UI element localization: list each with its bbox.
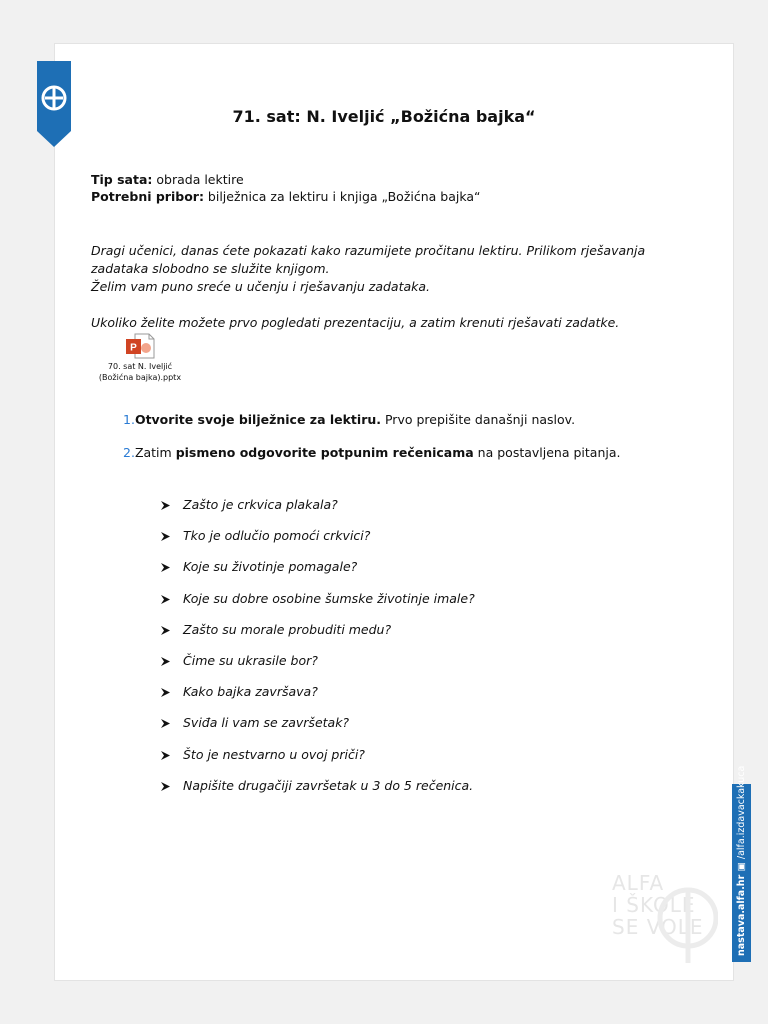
intro-paragraph bbox=[91, 242, 645, 296]
powerpoint-icon bbox=[125, 333, 155, 359]
task-number: 2. bbox=[123, 445, 135, 460]
supplies-value: bilježnica za lektiru i knjiga „Božićna bajka“ bbox=[203, 189, 481, 204]
question-text: Čime su ukrasile bor? bbox=[183, 652, 318, 668]
question-text: Koje su dobre osobine šumske životinje imale? bbox=[183, 590, 475, 606]
question-text: Što je nestvarno u ovoj priči? bbox=[183, 746, 365, 762]
page-title: 71. sat: N. Iveljić „Božićna bajka“ bbox=[232, 107, 536, 126]
intro-line: Želim vam puno sreće u učenju i rješavanju zadataka. bbox=[91, 279, 431, 294]
pptx-attachment[interactable] bbox=[93, 333, 187, 383]
arrow-bullet-icon bbox=[160, 781, 171, 792]
facebook-link[interactable]: /alfa.izdavackakuca bbox=[736, 765, 747, 860]
task-rest: Prvo prepišite današnji naslov. bbox=[381, 412, 576, 427]
task-2 bbox=[123, 445, 620, 460]
facebook-icon: ▣ bbox=[736, 859, 747, 872]
task-1 bbox=[123, 412, 575, 427]
attachment-name-line2: (Božićna bajka).pptx bbox=[98, 373, 182, 382]
side-brand-text bbox=[733, 765, 750, 960]
task-pre: Zatim bbox=[134, 445, 176, 460]
alfa-logo-icon bbox=[37, 61, 71, 147]
arrow-bullet-icon bbox=[160, 687, 171, 698]
arrow-bullet-icon bbox=[160, 718, 171, 729]
arrow-bullet-icon bbox=[160, 500, 171, 511]
intro-line: Dragi učenici, danas ćete pokazati kako razumijete pročitanu lektiru. Prilikom rješavanja bbox=[91, 243, 646, 258]
arrow-bullet-icon bbox=[160, 594, 171, 605]
question-text: Tko je odlučio pomoći crkvici? bbox=[183, 528, 371, 544]
arrow-bullet-icon bbox=[160, 531, 171, 542]
site-link[interactable]: nastava.alfa.hr bbox=[736, 874, 747, 956]
question-text: Zašto je crkvica plakala? bbox=[183, 497, 338, 512]
presentation-note: Ukoliko želite možete prvo pogledati prezentaciju, a zatim krenuti rješavati zadatke. bbox=[91, 315, 620, 330]
question-text: Zašto su morale probuditi medu? bbox=[183, 621, 392, 637]
watermark-line: SE VOLE bbox=[612, 915, 704, 939]
question-text: Koje su životinje pomagale? bbox=[183, 559, 358, 575]
arrow-bullet-icon bbox=[160, 625, 171, 636]
task-rest: na postavljena pitanja. bbox=[473, 445, 621, 460]
intro-line: zadataka slobodno se služite knjigom. bbox=[91, 261, 330, 276]
supplies-label: Potrebni pribor: bbox=[91, 189, 204, 204]
attachment-name-line1: 70. sat N. Iveljić bbox=[107, 362, 173, 371]
question-text: Kako bajka završava? bbox=[183, 684, 318, 700]
alfa-watermark-icon bbox=[608, 868, 718, 968]
watermark-line: I ŠKOLE bbox=[612, 893, 696, 917]
arrow-bullet-icon bbox=[160, 750, 171, 761]
lesson-type bbox=[91, 172, 244, 187]
lesson-type-value: obrada lektire bbox=[152, 172, 244, 187]
task-bold: pismeno odgovorite potpunim rečenicama bbox=[175, 445, 474, 460]
arrow-bullet-icon bbox=[160, 656, 171, 667]
svg-text:P: P bbox=[130, 342, 137, 354]
lesson-type-label: Tip sata: bbox=[91, 172, 153, 187]
watermark-line: ALFA bbox=[612, 871, 665, 895]
lesson-supplies bbox=[91, 189, 481, 204]
task-bold: Otvorite svoje bilježnice za lektiru. bbox=[134, 412, 382, 427]
question-text: Sviđa li vam se završetak? bbox=[183, 715, 350, 731]
arrow-bullet-icon bbox=[160, 562, 171, 573]
question-text: Napišite drugačiji završetak u 3 do 5 rečenica. bbox=[183, 777, 474, 793]
task-number: 1. bbox=[123, 412, 135, 427]
